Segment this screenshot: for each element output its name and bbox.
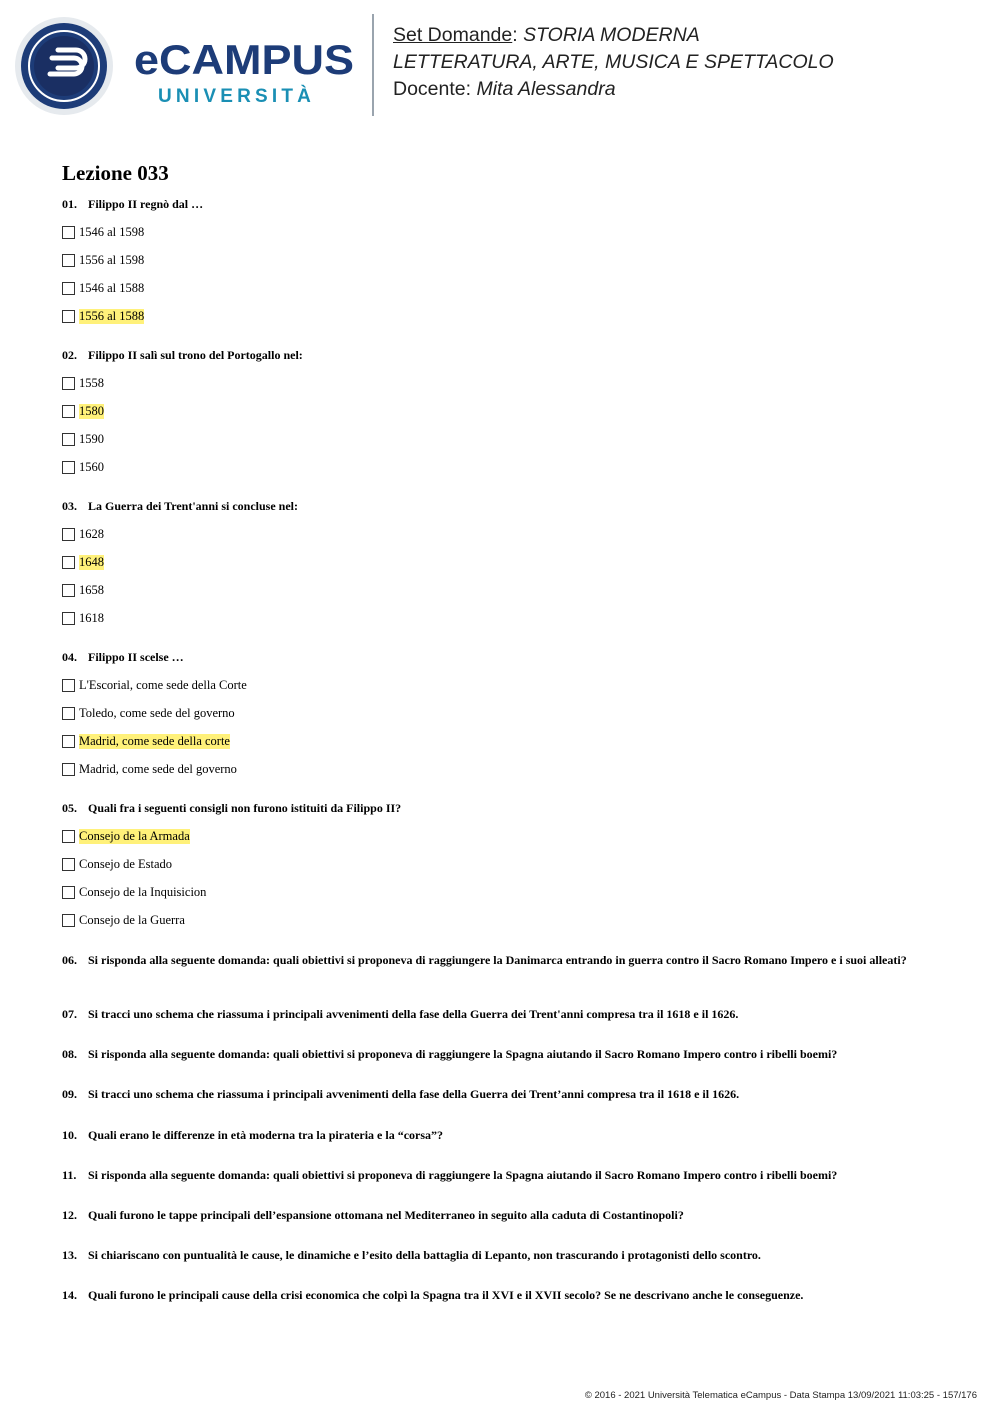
question-text: La Guerra dei Trent'anni si concluse nel: (88, 499, 299, 513)
answer-text-highlighted: 1580 (79, 403, 104, 418)
question-number: 13. (62, 1248, 77, 1262)
answer-checkbox[interactable] (62, 461, 75, 474)
answer-text-highlighted: 1648 (79, 554, 104, 569)
answer-text: 1546 al 1588 (79, 280, 145, 295)
answer-checkbox[interactable] (62, 377, 75, 390)
question-number: 03. (62, 499, 77, 513)
question-number: 14. (62, 1288, 77, 1302)
question-number: 11. (62, 1168, 77, 1182)
question-title (62, 197, 203, 212)
answer-text: 1590 (79, 431, 104, 446)
question-title (62, 499, 298, 514)
question-number: 04. (62, 650, 77, 664)
question-title (62, 1007, 738, 1022)
answer-option[interactable] (62, 912, 185, 928)
answer-checkbox[interactable] (62, 886, 75, 899)
answer-text: 1560 (79, 459, 104, 474)
answer-checkbox[interactable] (62, 584, 75, 597)
question-number: 07. (62, 1007, 77, 1021)
set-label: Set Domande (393, 24, 513, 46)
question-text: Quali fra i seguenti consigli non furono istituiti da Filippo II? (88, 801, 402, 815)
answer-option[interactable] (62, 280, 144, 296)
logo-university-text: UNIVERSITÀ (158, 86, 316, 107)
question-number: 05. (62, 801, 77, 815)
answer-text-highlighted: Consejo de la Armada (79, 828, 190, 843)
answer-checkbox[interactable] (62, 226, 75, 239)
answer-checkbox[interactable] (62, 830, 75, 843)
question-title (62, 1087, 739, 1102)
answer-option[interactable] (62, 733, 230, 749)
answer-option[interactable] (62, 224, 144, 240)
answer-checkbox[interactable] (62, 914, 75, 927)
question-text: Si risponda alla seguente domanda: quali obiettivi si proponeva di raggiungere la Spagna aiutando il Sacro Romano Impero contro i ribelli boemi? (88, 1168, 838, 1182)
question-title (62, 1288, 803, 1303)
answer-checkbox[interactable] (62, 707, 75, 720)
question-title (62, 1168, 837, 1183)
answer-text: L'Escorial, come sede della Corte (79, 677, 247, 692)
logo-word: eCAMPUS (134, 40, 354, 80)
teacher-value: Mita Alessandra (476, 78, 616, 100)
question-text: Si risponda alla seguente domanda: quali obiettivi si proponeva di raggiungere la Danimarca entrando in guerra contro il Sacro Romano Impero e i suoi alleati? (88, 953, 907, 967)
subject-text: LETTERATURA, ARTE, MUSICA E SPETTACOLO (393, 51, 834, 73)
question-title (62, 1248, 761, 1263)
header-info (393, 22, 834, 103)
answer-option[interactable] (62, 308, 144, 324)
answer-checkbox[interactable] (62, 735, 75, 748)
question-title (62, 1208, 684, 1223)
answer-option[interactable] (62, 375, 104, 391)
answer-checkbox[interactable] (62, 310, 75, 323)
question-text: Filippo II regnò dal … (88, 197, 204, 211)
answer-checkbox[interactable] (62, 612, 75, 625)
lesson-title: Lezione 033 (62, 161, 169, 185)
header-divider (372, 14, 374, 116)
answer-checkbox[interactable] (62, 282, 75, 295)
question-title (62, 650, 184, 665)
answer-text: 1618 (79, 610, 104, 625)
set-sep: : (512, 24, 524, 46)
answer-option[interactable] (62, 705, 235, 721)
answer-text: 1556 al 1598 (79, 252, 145, 267)
answer-text: 1546 al 1598 (79, 224, 145, 239)
answer-checkbox[interactable] (62, 405, 75, 418)
subject-line (393, 49, 834, 76)
ecampus-wordmark (134, 40, 359, 80)
teacher-line (393, 76, 834, 103)
question-number: 01. (62, 197, 77, 211)
question-number: 06. (62, 953, 77, 967)
answer-text: Toledo, come sede del governo (79, 705, 235, 720)
answer-option[interactable] (62, 431, 104, 447)
answer-text: Consejo de Estado (79, 856, 173, 871)
question-title (62, 801, 401, 816)
answer-option[interactable] (62, 582, 104, 598)
question-text: Si chiariscano con puntualità le cause, le dinamiche e l’esito della battaglia di Lepanto, non trascurando i protagonisti dello scontro. (88, 1248, 761, 1262)
question-number: 08. (62, 1047, 77, 1061)
question-title (62, 1128, 443, 1143)
answer-text: 1558 (79, 375, 104, 390)
set-value: STORIA MODERNA (523, 24, 700, 46)
answer-checkbox[interactable] (62, 858, 75, 871)
question-text: Si tracci uno schema che riassuma i principali avvenimenti della fase della Guerra dei Trent'anni compresa tra il 1618 e il 1626. (88, 1007, 739, 1021)
question-text: Quali erano le differenze in età moderna tra la pirateria e la “corsa”? (88, 1128, 444, 1142)
answer-text: Consejo de la Inquisicion (79, 884, 207, 899)
answer-checkbox[interactable] (62, 433, 75, 446)
question-title (62, 1047, 837, 1062)
question-number: 09. (62, 1087, 77, 1101)
question-text: Si tracci uno schema che riassuma i principali avvenimenti della fase della Guerra dei Trent’anni compresa tra il 1618 e il 1626. (88, 1087, 740, 1101)
page-header (0, 0, 1000, 120)
answer-option[interactable] (62, 610, 104, 626)
question-number: 02. (62, 348, 77, 362)
question-text: Si risponda alla seguente domanda: quali obiettivi si proponeva di raggiungere la Spagna aiutando il Sacro Romano Impero contro i ribelli boemi? (88, 1047, 838, 1061)
answer-option[interactable] (62, 554, 104, 570)
answer-option[interactable] (62, 252, 144, 268)
teacher-label: Docente: (393, 78, 477, 100)
answer-option[interactable] (62, 459, 104, 475)
answer-text: Madrid, come sede del governo (79, 761, 237, 776)
answer-checkbox[interactable] (62, 679, 75, 692)
question-title (62, 348, 303, 363)
question-number: 12. (62, 1208, 77, 1222)
answer-checkbox[interactable] (62, 528, 75, 541)
page-footer: © 2016 - 2021 Università Telematica eCampus - Data Stampa 13/09/2021 11:03:25 - 157/176 (584, 1390, 977, 1401)
answer-checkbox[interactable] (62, 556, 75, 569)
answer-text: Consejo de la Guerra (79, 912, 185, 927)
answer-checkbox[interactable] (62, 763, 75, 776)
answer-text-highlighted: 1556 al 1588 (79, 308, 145, 323)
answer-text: 1628 (79, 526, 104, 541)
answer-option[interactable] (62, 828, 190, 844)
set-line (393, 22, 834, 49)
answer-option[interactable] (62, 884, 206, 900)
question-text: Filippo II scelse … (88, 650, 184, 664)
answer-option[interactable] (62, 526, 104, 542)
question-text: Quali furono le principali cause della crisi economica che colpì la Spagna tra il XVI e il XVII secolo? Se ne descrivano anche le conseguenze. (88, 1288, 804, 1302)
question-text: Filippo II salì sul trono del Portogallo nel: (88, 348, 303, 362)
answer-option[interactable] (62, 677, 247, 693)
answer-option[interactable] (62, 856, 172, 872)
question-title (62, 954, 922, 967)
question-text: Quali furono le tappe principali dell’espansione ottomana nel Mediterraneo in seguito alla caduta di Costantinopoli? (88, 1208, 684, 1222)
answer-text-highlighted: Madrid, come sede della corte (79, 733, 230, 748)
answer-checkbox[interactable] (62, 254, 75, 267)
answer-text: 1658 (79, 582, 104, 597)
question-number: 10. (62, 1128, 77, 1142)
answer-option[interactable] (62, 761, 237, 777)
answer-option[interactable] (62, 403, 104, 419)
